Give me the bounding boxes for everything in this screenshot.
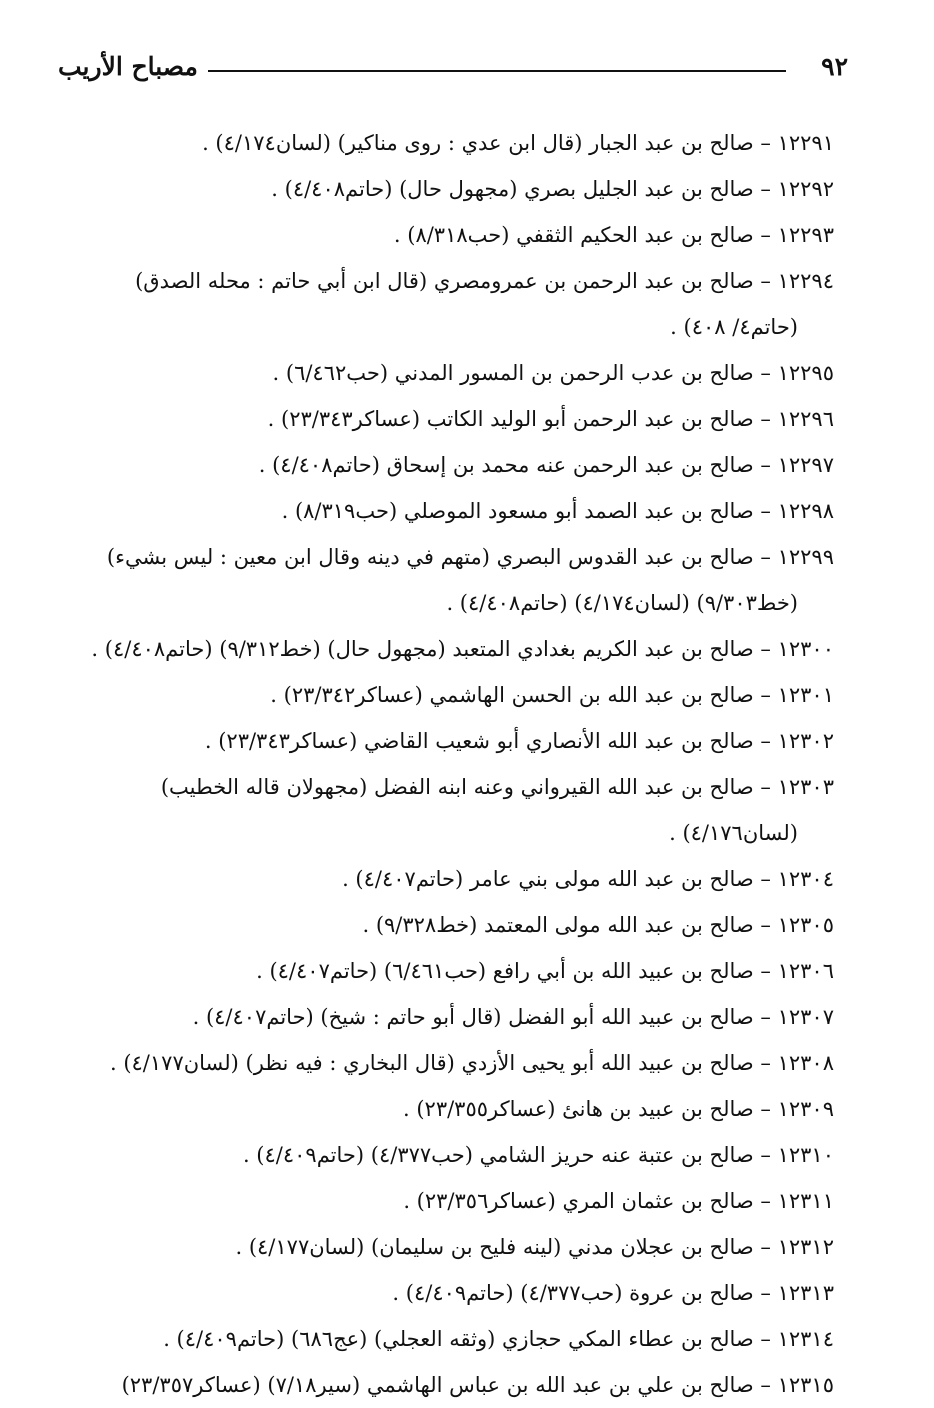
entry: ١٢٢٩٨ – صالح بن عبد الصمد أبو مسعود الموصلي (حب٨/٣١٩) . — [281, 499, 834, 523]
entry: ١٢٢٩٤ – صالح بن عبد الرحمن بن عمرومصري (قال ابن أبي حاتم : محله الصدق) (حاتم٤/ ٤٠٨) . — [135, 269, 834, 339]
entry: ١٢٣١٠ – صالح بن عتبة عنه حريز الشامي (حب٤/٣٧٧) (حاتم٤/٤٠٩) . — [242, 1143, 834, 1167]
entry: ١٢٢٩٦ – صالح بن عبد الرحمن أبو الوليد الكاتب (عساكر٢٣/٣٤٣) . — [267, 407, 834, 431]
entry: ١٢٣٠٣ – صالح بن عبد الله القيرواني وعنه ابنه الفضل (مجهولان قاله الخطيب) (لسان٤/١٧٦) . — [160, 775, 834, 845]
entry: ١٢٢٩٧ – صالح بن عبد الرحمن عنه محمد بن إسحاق (حاتم٤/٤٠٨) . — [258, 453, 834, 477]
entry: ١٢٢٩٩ – صالح بن عبد القدوس البصري (متهم في دينه وقال ابن معين : ليس بشيء) (خط٩/٣٠٣) (لسان٤/١٧٤) (حاتم٤/٤٠٨) . — [106, 545, 834, 615]
entry: ١٢٣١٥ – صالح بن علي بن عبد الله بن عباس الهاشمي (سير٧/١٨) (عساكر٢٣/٣٥٧) — [121, 1373, 834, 1397]
page-number: ٩٢ — [821, 52, 848, 81]
entries-list — [70, 120, 834, 1408]
entry: ١٢٣٠٢ – صالح بن عبد الله الأنصاري أبو شعيب القاضي (عساكر٢٣/٣٤٣) . — [204, 729, 834, 753]
entry: ١٢٣٠٨ – صالح بن عبيد الله أبو يحيى الأزدي (قال البخاري : فيه نظر) (لسان٤/١٧٧) . — [109, 1051, 834, 1075]
entry: ١٢٣٠٧ – صالح بن عبيد الله أبو الفضل (قال أبو حاتم : شيخ) (حاتم٤/٤٠٧) . — [192, 1005, 834, 1029]
entry: ١٢٣٠٥ – صالح بن عبد الله مولى المعتمد (خط٩/٣٢٨) . — [362, 913, 834, 937]
book-title: مصباح الأريب — [58, 52, 198, 81]
entry: ١٢٢٩١ – صالح بن عبد الجبار (قال ابن عدي : روى مناكير) (لسان٤/١٧٤) . — [202, 131, 834, 155]
header-rule — [208, 70, 786, 72]
entry: ١٢٢٩٣ – صالح بن عبد الحكيم الثقفي (حب٨/٣١٨) . — [393, 223, 834, 247]
entry: ١٢٣١٣ – صالح بن عروة (حب٤/٣٧٧) (حاتم٤/٤٠٩) . — [392, 1281, 834, 1305]
entry: ١٢٣٠٤ – صالح بن عبد الله مولى بني عامر (حاتم٤/٤٠٧) . — [342, 867, 834, 891]
page-header — [58, 52, 848, 92]
entry: ١٢٣٠٦ – صالح بن عبيد الله بن أبي رافع (حب٦/٤٦١) (حاتم٤/٤٠٧) . — [256, 959, 834, 983]
entry: ١٢٣٠٠ – صالح بن عبد الكريم بغدادي المتعبد (مجهول حال) (خط٩/٣١٢) (حاتم٤/٤٠٨) . — [91, 637, 834, 661]
entry: ١٢٣٠١ – صالح بن عبد الله بن الحسن الهاشمي (عساكر٢٣/٣٤٢) . — [270, 683, 834, 707]
entry: ١٢٣١٢ – صالح بن عجلان مدني (لينه فليح بن سليمان) (لسان٤/١٧٧) . — [235, 1235, 834, 1259]
entry: ١٢٣١٤ – صالح بن عطاء المكي حجازي (وثقه العجلي) (عج٦٨٦) (حاتم٤/٤٠٩) . — [163, 1327, 834, 1351]
entry: ١٢٢٩٢ – صالح بن عبد الجليل بصري (مجهول حال) (حاتم٤/٤٠٨) . — [271, 177, 834, 201]
entry: ١٢٣٠٩ – صالح بن عبيد بن هانئ (عساكر٢٣/٣٥٥) . — [403, 1097, 834, 1121]
entry: ١٢٢٩٥ – صالح بن عدب الرحمن بن المسور المدني (حب٦/٤٦٢) . — [272, 361, 834, 385]
entry: ١٢٣١١ – صالح بن عثمان المري (عساكر٢٣/٣٥٦) . — [403, 1189, 834, 1213]
